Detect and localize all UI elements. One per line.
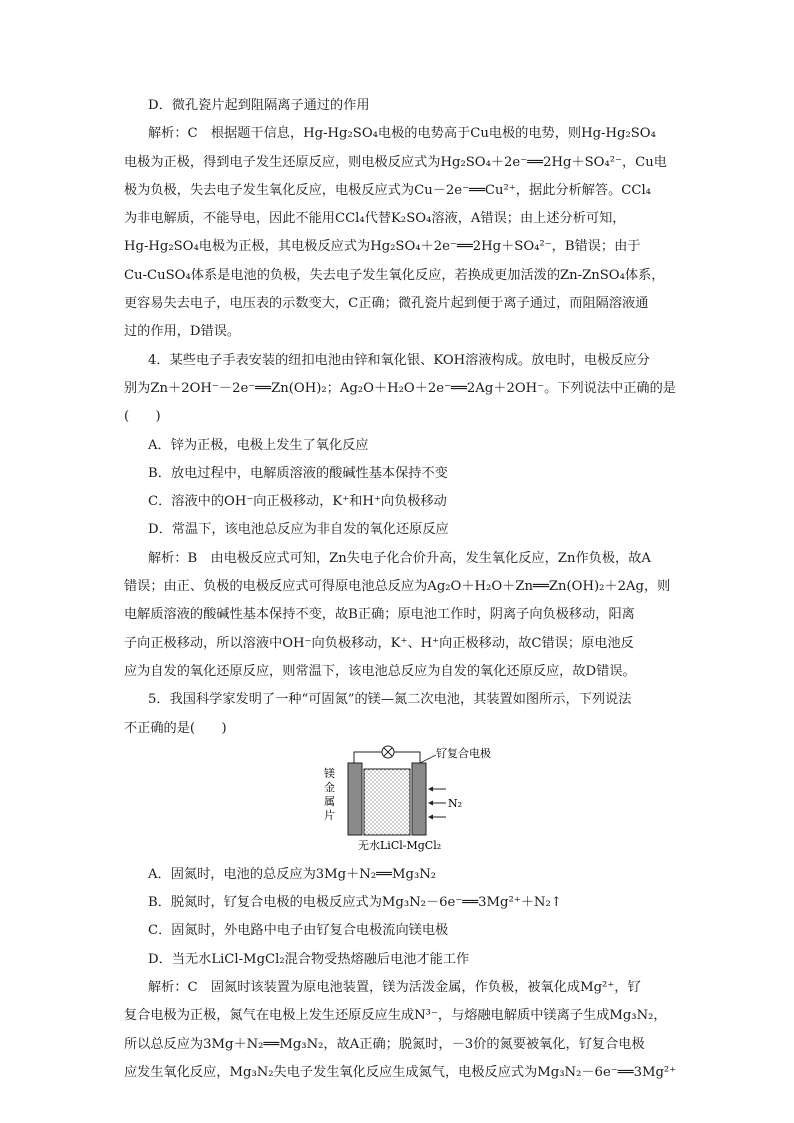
- q4-analysis-line: 应为自发的氧化还原反应，则常温下，该电池总反应为自发的氧化还原反应，故D错误。: [124, 663, 636, 679]
- q4-stem-line: 别为Zn＋2OH⁻－2e⁻══Zn(OH)₂；Ag₂O＋H₂O＋2e⁻══2Ag＋2OH⁻。下列说法中正确的是: [124, 380, 676, 396]
- q3-analysis-line: Hg-Hg₂SO₄电极为正极，其电极反应式为Hg₂SO₄＋2e⁻══2Hg＋SO₄²⁻，B错误；由于: [124, 239, 641, 255]
- label-mg-4: 片: [324, 808, 335, 822]
- page-content: [124, 92, 677, 1087]
- q3-analysis-line: 为非电解质，不能导电，因此不能用CCl₄代替K₂SO₄溶液，A错误；由上述分析可知，: [124, 211, 626, 227]
- q3-option-d: D．微孔瓷片起到阻隔离子通过的作用: [148, 98, 370, 113]
- q4-analysis-line: 错误；由正、负极的电极反应式可得原电池总反应为Ag₂O＋H₂O＋Zn══Zn(OH)₂＋2Ag，则: [124, 579, 671, 595]
- q5-analysis-line: 应发生氧化反应，Mg₃N₂失电子发生氧化反应生成氮气，电极反应式为Mg₃N₂－6e⁻══3Mg²⁺: [124, 1064, 677, 1080]
- q5-option-b: B．脱氮时，钌复合电极的电极反应式为Mg₃N₂－6e⁻══3Mg²⁺＋N₂↑: [148, 895, 562, 911]
- q3-analysis-line: 过的作用，D错误。: [124, 324, 241, 340]
- ruthenium-electrode: [412, 763, 426, 835]
- q4-stem-line: 4．某些电子手表安装的纽扣电池由锌和氧化银、KOH溶液构成。放电时，电极反应分: [148, 352, 650, 368]
- q3-analysis-line: 更容易失去电子，电压表的示数变大，C正确；微孔瓷片起到便于离子通过，而阻隔溶液通: [124, 296, 649, 312]
- q5-option-d: D．当无水LiCl-MgCl₂混合物受热熔融后电池才能工作: [148, 951, 470, 967]
- q5-stem-line: 5．我国科学家发明了一种“可固氮”的镁—氮二次电池，其装置如图所示，下列说法: [148, 692, 632, 708]
- bulb-icon: [382, 746, 394, 758]
- q5-option-a: A．固氮时，电池的总反应为3Mg＋N₂══Mg₃N₂: [148, 866, 437, 882]
- q5-analysis-line: 所以总反应为3Mg＋N₂══Mg₃N₂，故A正确；脱氮时，－3价的氮要被氧化，钌复合电极: [124, 1036, 645, 1052]
- wire-left: [354, 752, 382, 763]
- q5-analysis-line: 复合电极为正极，氮气在电极上发生还原反应生成N³⁻，与熔融电解质中镁离子生成Mg₃N₂，: [124, 1008, 667, 1024]
- q3-analysis-line: Cu-CuSO₄体系是电池的负极，失去电子发生氧化反应，若换成更加活泼的Zn-ZnSO₄体系，: [124, 267, 665, 283]
- battery-diagram: [124, 745, 674, 857]
- q4-analysis-line: 电解质溶液的酸碱性基本保持不变，故B正确；原电池工作时，阴离子向负极移动，阳离: [124, 607, 635, 623]
- q4-option-d: D．常温下，该电池总反应为非自发的氧化还原反应: [148, 522, 449, 538]
- question-5: [124, 686, 677, 1087]
- q4-option-c: C．溶液中的OH⁻向正极移动，K⁺和H⁺向负极移动: [148, 494, 447, 510]
- label-mg-1: 镁: [324, 766, 335, 780]
- label-n2: N₂: [448, 796, 463, 810]
- battery-diagram-svg: [320, 745, 500, 857]
- q4-answer-blank: ( ): [124, 409, 161, 425]
- label-ru-electrode: 钌复合电极: [436, 746, 491, 760]
- q4-option-a: A．锌为正极，电极上发生了氧化反应: [148, 437, 369, 453]
- label-mg-2: 金: [324, 780, 335, 794]
- q3-analysis-line: 极为负极，失去电子发生氧化反应，电极反应式为Cu－2e⁻══Cu²⁺，据此分析解答。CCl₄: [124, 182, 651, 198]
- q3-analysis-line: 解析：C 根据题干信息，Hg-Hg₂SO₄电极的电势高于Cu电极的电势，则Hg-Hg₂SO₄: [148, 126, 656, 142]
- q4-option-b: B．放电过程中，电解质溶液的酸碱性基本保持不变: [148, 465, 448, 481]
- wire-right: [394, 752, 420, 763]
- q3-analysis-line: 电极为正极，得到电子发生还原反应，则电极反应式为Hg₂SO₄＋2e⁻══2Hg＋SO₄²⁻，Cu电: [124, 154, 667, 170]
- electrolyte: [364, 769, 410, 835]
- q5-option-c: C．固氮时，外电路中电子由钌复合电极流向镁电极: [148, 923, 449, 939]
- question-4: [124, 347, 674, 687]
- magnesium-electrode: [348, 763, 362, 835]
- label-mg-3: 属: [324, 794, 335, 808]
- label-electrolyte: 无水LiCl-MgCl₂: [358, 838, 442, 852]
- q4-analysis-line: 子向正极移动，所以溶液中OH⁻向负极移动，K⁺、H⁺向正极移动，故C错误；原电池反: [124, 635, 634, 651]
- q5-stem-line: 不正确的是( ): [124, 720, 227, 736]
- q5-analysis-line: 解析：C 固氮时该装置为原电池装置，镁为活泼金属，作负极，被氧化成Mg²⁺，钌: [148, 980, 641, 996]
- n2-arrow-icon: [428, 786, 446, 819]
- q4-analysis-line: 解析：B 由电极反应式可知，Zn失电子化合价升高，发生氧化反应，Zn作负极，故A: [148, 550, 651, 566]
- q3-analysis: [124, 120, 674, 346]
